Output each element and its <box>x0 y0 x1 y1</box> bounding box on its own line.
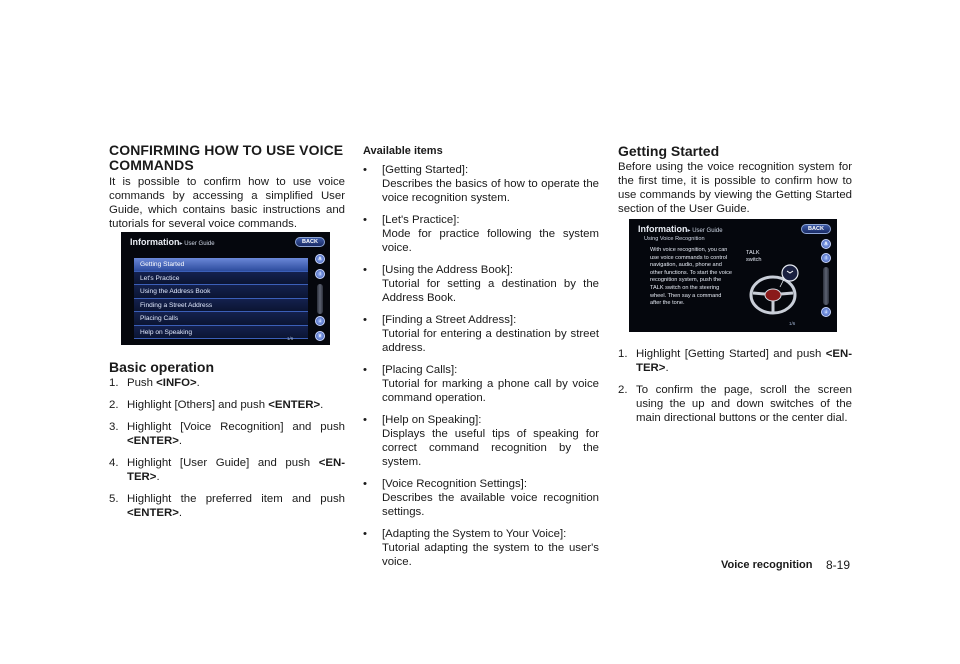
step-number: 5. <box>109 493 119 505</box>
item-title: [Adapting the System to Your Voice]: <box>382 528 567 540</box>
step-number: 2. <box>618 384 628 396</box>
item-description: Tutorial adapting the system to the user's voice. <box>382 542 599 568</box>
bullet-icon: • <box>363 214 367 226</box>
bullet-icon: • <box>363 414 367 426</box>
available-item <box>363 413 599 469</box>
button-keyword: <ENTER> <box>127 435 179 447</box>
scroll-top-icon[interactable]: ∧ <box>315 254 325 264</box>
scroll-bottom-icon[interactable]: ∨ <box>315 331 325 341</box>
step-punct: . <box>665 362 669 374</box>
voice-recognition-text: With voice recognition, you can use voice commands to control navigation, audio, phone and other functions. To start the voice recognition system, push the TALK switch on the steering wheel. Then say a command after the tone. <box>650 247 732 307</box>
getting-started-heading: Getting Started <box>618 143 720 159</box>
step-text: Push <box>127 377 157 389</box>
step-text: Highlight [Voice Recognition] and push <box>127 421 345 433</box>
item-description: Tutorial for entering a destination by street address. <box>382 328 599 354</box>
step-number: 1. <box>618 348 628 360</box>
scroll-up-icon[interactable]: ↑ <box>821 253 831 263</box>
step-text: Highlight [Getting Started] and push <box>636 348 826 360</box>
bullet-icon: • <box>363 364 367 376</box>
scroll-up-icon[interactable]: ↑ <box>315 269 325 279</box>
item-title: [Placing Calls]: <box>382 364 458 376</box>
item-description: Mode for practice following the system voice. <box>382 228 599 254</box>
button-keyword: <EN-TER> <box>127 457 345 483</box>
step-item <box>109 456 345 484</box>
available-item <box>363 163 599 205</box>
step-number: 1. <box>109 377 119 389</box>
page-indicator: 1/6 <box>789 321 796 326</box>
basic-operation-heading: Basic operation <box>109 359 215 375</box>
item-description: Tutorial for setting a destination by the Address Book. <box>382 278 599 304</box>
bullet-icon: • <box>363 528 367 540</box>
step-number: 4. <box>109 457 119 469</box>
step-text: Highlight [Others] and push <box>127 399 269 411</box>
screen-title: Information▸ User Guide <box>130 237 215 247</box>
getting-started-steps <box>618 347 852 425</box>
button-keyword: <INFO> <box>156 377 197 389</box>
screen-title: Information▸ User Guide <box>638 224 723 234</box>
menu-item[interactable]: Using the Address Book <box>134 285 308 299</box>
button-keyword: <ENTER> <box>268 399 321 411</box>
scrollbar[interactable] <box>317 284 323 314</box>
item-title: [Finding a Street Address]: <box>382 314 517 326</box>
available-item <box>363 363 599 405</box>
step-text: Highlight the preferred item and push <box>127 493 345 505</box>
scroll-down-icon[interactable]: ↓ <box>821 307 831 317</box>
step-item <box>109 492 345 520</box>
button-keyword: <ENTER> <box>127 507 179 519</box>
item-title: [Let's Practice]: <box>382 214 460 226</box>
basic-steps <box>109 376 345 520</box>
bullet-icon: • <box>363 314 367 326</box>
menu-item[interactable]: Finding a Street Address <box>134 299 308 313</box>
menu-item[interactable]: Let's Practice <box>134 272 308 286</box>
item-description: Tutorial for marking a phone call by voice command operation. <box>382 378 599 404</box>
step-number: 3. <box>109 421 119 433</box>
available-item <box>363 313 599 355</box>
step-item <box>618 383 852 425</box>
step-text: Highlight [User Guide] and push <box>127 457 319 469</box>
section-intro: It is possible to confirm how to use voice commands by accessing a simplified User Guide, which contains basic instructions and tutorials for several voice commands. <box>109 176 345 230</box>
bullet-icon: • <box>363 264 367 276</box>
item-description: Describes the basics of how to operate the voice recognition system. <box>382 178 599 204</box>
back-button[interactable]: BACK <box>295 237 325 247</box>
menu-item[interactable]: Help on Speaking <box>134 326 308 340</box>
available-items-list <box>363 163 599 569</box>
step-punct: . <box>178 507 183 519</box>
item-description: Displays the useful tips of speaking for correct command recognition by the system. <box>382 428 599 468</box>
button-keyword: <EN-TER> <box>636 348 852 374</box>
back-button[interactable]: BACK <box>801 224 831 234</box>
step-item <box>109 420 345 448</box>
available-items-heading: Available items <box>363 145 443 157</box>
item-title: [Using the Address Book]: <box>382 264 514 276</box>
item-title: [Help on Speaking]: <box>382 414 482 426</box>
menu-item[interactable]: Getting Started <box>134 258 308 272</box>
scrollbar[interactable] <box>823 267 829 305</box>
step-item <box>618 347 852 375</box>
section-heading: CONFIRMING HOW TO USE VOICE COMMANDS <box>109 142 344 173</box>
step-number: 2. <box>109 399 119 411</box>
step-item <box>109 376 345 390</box>
item-title: [Voice Recognition Settings]: <box>382 478 528 490</box>
scroll-down-icon[interactable]: ↓ <box>315 316 325 326</box>
bullet-icon: • <box>363 164 367 176</box>
scroll-top-icon[interactable]: ∧ <box>821 239 831 249</box>
talk-switch-label: TALK switch <box>746 250 762 263</box>
bullet-icon: • <box>363 478 367 490</box>
page-indicator: 1/6 <box>287 336 294 341</box>
item-title: [Getting Started]: <box>382 164 469 176</box>
voice-recognition-screen <box>629 219 837 332</box>
available-item <box>363 477 599 519</box>
page-number: 8-19 <box>826 558 851 572</box>
step-punct: . <box>196 377 200 389</box>
available-item <box>363 263 599 305</box>
menu-item[interactable]: Placing Calls <box>134 312 308 326</box>
step-punct: . <box>320 399 324 411</box>
step-punct: . <box>178 435 183 447</box>
steering-wheel-icon <box>747 263 809 319</box>
available-item <box>363 527 599 569</box>
step-punct: . <box>156 471 160 483</box>
getting-started-intro: Before using the voice recognition system for the first time, it is possible to confirm how to use commands by viewing the Getting Started section of the User Guide. <box>618 161 852 215</box>
step-item <box>109 398 345 412</box>
step-text: To confirm the page, scroll the screen using the up and down switches of the main directional buttons or the center dial. <box>636 384 852 424</box>
user-guide-menu <box>134 258 308 339</box>
screen-section-header: Using Voice Recognition <box>644 236 705 242</box>
user-guide-screen <box>121 232 330 345</box>
footer-section-name: Voice recognition <box>721 559 813 571</box>
item-description: Describes the available voice recognition settings. <box>382 492 599 518</box>
available-item <box>363 213 599 255</box>
